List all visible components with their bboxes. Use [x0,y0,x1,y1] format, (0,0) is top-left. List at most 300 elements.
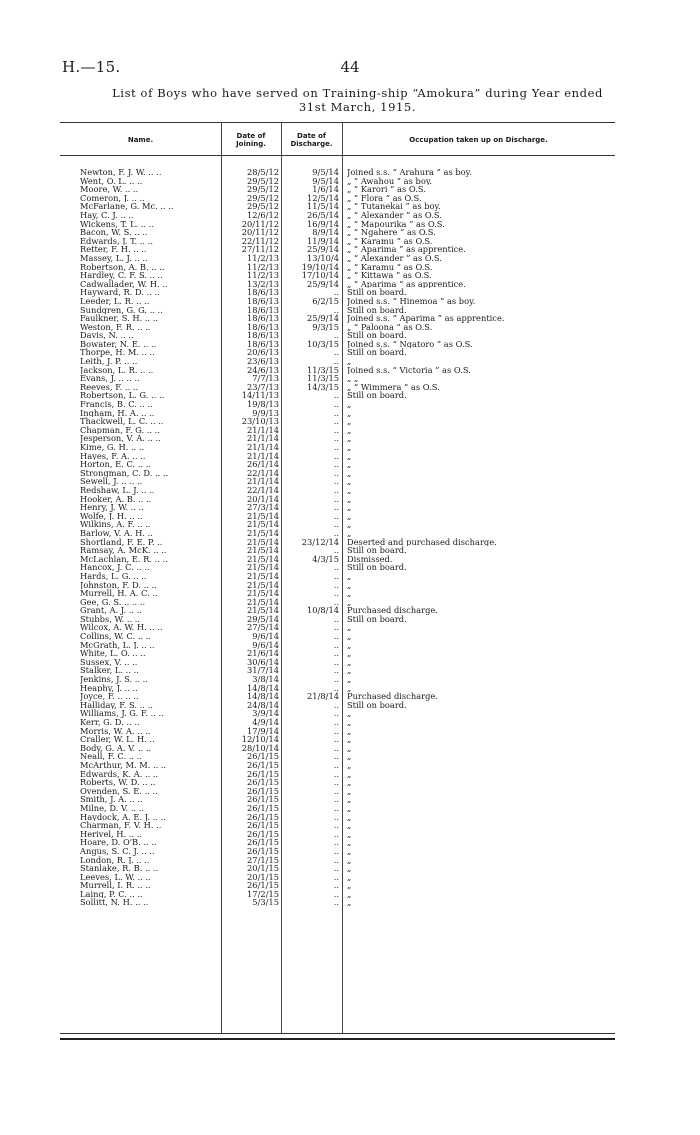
joining-date-cell: 26/1/15 [247,759,279,770]
discharge-date-cell: .. [333,484,339,495]
name-cell: Joyce, F. .. .. .. [80,692,139,701]
name-cell: Ramsay, A. McK. .. .. [80,546,167,555]
discharge-date-cell: 25/9/14 [307,313,339,324]
joining-date-cell: 21/5/14 [247,596,279,607]
name-cell: Massey, L. J. .. .. [80,253,148,263]
discharge-date-cell: 6/2/15 [312,295,339,306]
discharge-date-cell: 21/8/14 [307,691,339,702]
discharge-date-cell: 19/10/14 [301,261,339,272]
occupation-cell: Joined s.s. “ Hinemoa ” as boy. [347,296,476,306]
discharge-date-cell: .. [333,459,339,470]
name-cell: Robertson, L. G. .. .. [80,391,165,401]
joining-date-cell: 18/6/13 [247,330,279,341]
name-cell: Strongman, C. D. .. .. [80,468,169,478]
joining-date-cell: 21/1/14 [247,450,279,461]
joining-date-cell: 21/5/14 [247,579,279,590]
occupation-cell: „ “ Awahou ” as boy. [347,176,433,186]
name-cell: Kime, G. H. .. .. [80,443,145,452]
joining-date-cell: 21/1/14 [247,433,279,444]
name-cell: Chapman, F. G. .. .. [80,425,160,435]
occupation-cell: „ [347,709,352,718]
joining-date-cell: 18/6/13 [247,338,279,349]
name-cell: Edwards, K. A. .. .. [80,769,159,779]
occupation-cell: „ [347,580,352,590]
name-cell: Hay, C. J. .. .. [80,210,134,220]
occupation-cell: „ [347,743,352,753]
discharge-date-cell: .. [333,631,339,642]
discharge-date-cell: .. [333,622,339,633]
discharge-date-cell: .. [333,416,339,427]
discharge-date-cell: 14/3/15 [307,381,339,392]
occupation-cell: „ [347,769,352,779]
table-top-rule [60,122,615,123]
occupation-cell: „ [347,520,352,529]
joining-date-cell: 12/10/14 [241,734,279,745]
name-cell: Johnston, F. D. .. .. [80,580,157,590]
occupation-cell: „ [347,511,352,521]
name-cell: Charman, F. V. H. .. [80,821,162,830]
joining-date-cell: 11/2/13 [247,261,279,272]
joining-date-cell: 27/3/14 [247,502,279,513]
occupation-cell: „ [347,357,352,366]
joining-date-cell: 21/5/14 [247,545,279,556]
occupation-cell: Dismissed. [347,554,393,564]
joining-date-cell: 13/2/13 [247,278,279,289]
occupation-cell: „ [347,829,352,839]
occupation-cell: „ [347,400,352,409]
occupation-cell: „ “ Paloona ” as O.S. [347,322,433,332]
joining-date-cell: 21/5/14 [247,553,279,564]
joining-date-cell: 19/8/13 [247,399,279,410]
name-cell: Francis, B. C. .. .. [80,400,153,409]
name-cell: Thackwell, L. C. .. .. [80,417,164,426]
discharge-date-cell: .. [333,579,339,590]
joining-date-cell: 26/1/15 [247,820,279,831]
occupation-cell: Purchased discharge. [347,606,438,615]
joining-date-cell: 29/5/12 [247,175,279,186]
discharge-date-cell: .. [333,502,339,513]
name-cell: Craller, W. L. H. .. [80,735,155,744]
discharge-date-cell: .. [333,510,339,521]
discharge-date-cell: .. [333,356,339,367]
name-cell: Hancox, J. C. .. .. [80,563,150,572]
discharge-date-cell: .. [333,450,339,461]
occupation-cell: Still on board. [347,700,407,710]
name-cell: Laing, P. C. .. .. [80,889,143,899]
occupation-cell: „ [347,640,352,650]
occupation-cell: „ [347,468,352,478]
joining-date-cell: 26/1/15 [247,811,279,822]
joining-date-cell: 26/1/15 [247,837,279,848]
joining-date-cell: 18/6/13 [247,304,279,315]
joining-date-cell: 20/6/13 [247,347,279,358]
occupation-cell: „ [347,838,352,847]
joining-date-cell: 9/6/14 [252,631,279,642]
occupation-cell: „ [347,417,352,426]
name-cell: Collins, W. C. .. .. [80,632,152,641]
name-cell: Herivel, H. .. .. [80,829,142,839]
joining-date-cell: 17/2/15 [247,888,279,899]
name-cell: Stalker, L. .. .. [80,666,139,676]
joining-date-cell: 4/9/14 [252,717,279,727]
name-cell: Murrell, H. A. C. .. [80,589,158,598]
discharge-date-cell: .. [333,751,339,762]
joining-date-cell: 12/6/12 [247,209,279,220]
occupation-cell: „ [347,632,352,641]
discharge-date-cell: .. [333,845,339,856]
joining-date-cell: 24/8/14 [247,699,279,710]
occupation-cell: Joined s.s. “ Victoria ” as O.S. [347,365,471,375]
name-cell: Barlow, V. A. H. .. [80,528,153,538]
name-cell: Went, O. L. .. .. [80,176,143,186]
name-cell: Morris, W. A. .. .. [80,726,151,736]
discharge-date-cell: .. [333,699,339,710]
joining-date-cell: 21/1/14 [247,442,279,452]
joining-date-cell: 21/5/14 [247,570,279,581]
name-cell: Hards, L. G. .. .. [80,571,147,581]
discharge-date-cell: .. [333,734,339,745]
name-cell: Wilcox, A. W. H. .. .. [80,623,163,633]
discharge-date-cell: .. [333,570,339,581]
occupation-cell: „ [347,623,352,633]
discharge-date-cell: .. [333,863,339,874]
occupation-cell: „ [347,864,352,873]
joining-date-cell: 5/3/15 [252,897,279,908]
discharge-date-cell: .. [333,648,339,659]
occupation-cell: „ [347,735,352,744]
discharge-date-cell: .. [333,854,339,865]
name-cell: Thorpe, H. M. .. .. [80,348,155,358]
joining-date-cell: 26/1/15 [247,802,279,813]
joining-date-cell: 21/5/14 [247,510,279,521]
name-cell: Jackson, L. R. .. .. [80,365,154,375]
discharge-date-cell: .. [333,656,339,667]
name-cell: Hoare, D. O'B. .. .. [80,838,157,847]
discharge-date-cell: .. [333,347,339,358]
joining-date-cell: 22/1/14 [247,484,279,495]
discharge-date-cell: .. [333,811,339,822]
occupation-cell: „ “ Alexander ” as O.S. [347,253,442,263]
joining-date-cell: 21/5/14 [247,536,279,547]
occupation-cell: „ [347,752,352,761]
occupation-cell: „ “ Kittawa ” as O.S. [347,271,432,280]
occupation-cell: „ „ [347,374,359,383]
joining-date-cell: 9/6/14 [252,639,279,650]
discharge-date-cell: 16/9/14 [307,218,339,229]
name-cell: Evans, J. .. .. .. [80,374,140,383]
occupation-cell: Still on board. [347,348,407,358]
name-cell: Leeder, L. R. .. .. [80,296,150,306]
discharge-date-cell: 26/5/14 [307,209,339,220]
occupation-cell: „ [347,425,352,435]
discharge-date-cell: .. [333,588,339,599]
name-cell: Henry, J. W. .. .. [80,503,144,512]
occupation-cell: „ [347,881,352,890]
occupation-cell: „ [347,855,352,865]
name-cell: Hooker, A. B. .. .. [80,494,152,504]
joining-date-cell: 26/1/15 [247,845,279,856]
table-bottom-double-rule [60,1038,615,1040]
discharge-date-cell: .. [333,287,339,298]
name-cell: Jenkins, J. S. .. .. [80,675,148,684]
discharge-date-cell: 4/3/15 [312,553,339,564]
discharge-date-cell: 11/3/15 [307,364,339,375]
joining-date-cell: 23/6/13 [247,356,279,367]
name-cell: Comeron, J. .. .. [80,193,145,203]
discharge-date-cell: .. [333,820,339,831]
discharge-date-cell: .. [333,768,339,779]
joining-date-cell: 3/8/14 [252,674,279,685]
discharge-date-cell: 25/9/14 [307,244,339,255]
discharge-date-cell: .. [333,717,339,727]
name-cell: Horton, E. C. .. .. [80,460,151,469]
name-cell: Sussex, V. .. .. [80,657,138,667]
discharge-date-cell: 17/10/14 [301,270,339,281]
occupation-cell: „ [347,795,352,804]
name-cell: Stubbs, W. .. .. [80,614,141,624]
joining-date-cell: 26/1/14 [247,459,279,470]
name-cell: Shortland, F. E. P. .. [80,537,163,547]
occupation-cell: Still on board. [347,546,407,555]
joining-date-cell: 26/1/15 [247,785,279,796]
name-cell: Hardley, C. F. S. .. .. [80,271,163,280]
joining-date-cell: 30/6/14 [247,656,279,667]
joining-date-cell: 27/11/12 [241,244,279,255]
discharge-date-cell: .. [333,467,339,478]
discharge-date-cell: .. [333,897,339,908]
occupation-cell: „ [347,451,352,461]
discharge-date-cell: .. [333,777,339,788]
discharge-date-cell: .. [333,785,339,796]
joining-date-cell: 27/5/14 [247,622,279,633]
name-cell: Reeves, F. .. .. [80,382,139,392]
discharge-date-cell: .. [333,802,339,813]
joining-date-cell: 17/9/14 [247,725,279,736]
discharge-date-cell: .. [333,794,339,805]
discharge-date-cell: .. [333,708,339,719]
occupation-cell: „ “ Karori ” as O.S. [347,185,426,194]
name-cell: Faulkner, S. H. .. .. [80,314,159,323]
occupation-cell: „ [347,657,352,667]
discharge-date-cell: .. [333,888,339,899]
occupation-cell: „ “ Ngahere ” as O.S. [347,228,436,237]
name-cell: Robertson, A. B. .. .. [80,262,165,272]
discharge-date-cell: .. [333,545,339,556]
joining-date-cell: 14/8/14 [247,682,279,693]
joining-date-cell: 21/5/14 [247,562,279,573]
discharge-date-cell: .. [333,639,339,650]
occupation-cell: „ [347,597,352,607]
name-cell: Williams, J. G. F. .. .. [80,709,164,718]
joining-date-cell: 20/11/12 [241,227,279,238]
occupation-cell: „ [347,571,352,581]
name-cell: Smith, J. A. .. .. [80,795,143,804]
name-cell: McFarlane, G. Mc. .. .. [80,202,174,211]
occupation-cell: „ “ Flora ” as O.S. [347,193,422,203]
name-cell: Bowater, N. E. .. .. [80,339,157,349]
occupation-cell: Still on board. [347,331,407,340]
occupation-cell: „ “ Alexander ” as O.S. [347,210,442,220]
page-number: 44 [340,58,360,76]
joining-date-cell: 20/1/15 [247,871,279,882]
occupation-cell: „ [347,494,352,504]
discharge-date-cell: .. [333,399,339,410]
name-cell: McGrath, L. J. .. .. [80,640,155,650]
occupation-cell: „ [347,666,352,676]
discharge-date-cell: .. [333,527,339,538]
name-cell: Weston, F. R. .. .. [80,322,151,332]
name-cell: Edwards, J. T. .. .. [80,236,153,246]
joining-date-cell: 18/6/13 [247,287,279,298]
occupation-cell: „ [347,485,352,495]
name-cell: Neall, F. C. .. .. [80,752,142,761]
discharge-date-cell: .. [333,828,339,839]
discharge-date-cell: .. [333,837,339,848]
column-header-occupation: Occupation taken up on Discharge. [409,136,548,144]
joining-date-cell: 20/1/15 [247,863,279,874]
header-rule [60,155,615,156]
joining-date-cell: 26/1/15 [247,794,279,805]
occupation-cell: Joined s.s. “ Arahura ” as boy. [347,168,472,177]
name-cell: White, L. O. .. .. [80,649,146,658]
joining-date-cell: 21/5/14 [247,519,279,530]
joining-date-cell: 22/11/12 [241,235,279,246]
occupation-cell: „ [347,821,352,830]
occupation-cell: „ [347,589,352,598]
name-cell: McArthur, M. M. .. .. [80,760,167,770]
title-line-1: List of Boys who have served on Training-ship “Amokura” during Year ended [112,86,603,100]
joining-date-cell: 11/2/13 [247,252,279,263]
occupation-cell: „ [347,408,352,418]
name-cell: Halliday, F. S. .. .. [80,700,153,710]
joining-date-cell: 21/1/14 [247,476,279,487]
occupation-cell: „ [347,803,352,813]
discharge-date-cell: 8/9/14 [312,227,339,238]
name-cell: Stanlake, R. B. .. .. [80,864,159,873]
joining-date-cell: 28/10/14 [241,742,279,753]
name-cell: Wickens, T. L. .. .. [80,219,155,229]
discharge-date-cell: 13/10/4 [307,252,339,263]
name-cell: Ingham, H. A. .. .. [80,408,155,418]
occupation-cell: „ [347,872,352,882]
joining-date-cell: 22/1/14 [247,467,279,478]
occupation-cell: „ [347,846,352,856]
occupation-cell: „ [347,898,352,908]
joining-date-cell: 29/5/14 [247,613,279,624]
name-cell: Newton, F. J. W. .. .. [80,168,162,177]
discharge-date-cell: .. [333,442,339,452]
occupation-cell: Still on board. [347,614,407,624]
table-body [60,168,615,907]
name-cell: Roberts, W. D. .. .. [80,778,156,787]
occupation-cell: „ “ Karamu ” as O.S. [347,236,433,246]
name-cell: Hayes, F. A. .. .. [80,451,146,461]
discharge-date-cell: .. [333,424,339,435]
discharge-date-cell: .. [333,407,339,418]
discharge-date-cell: 1/6/14 [312,184,339,195]
joining-date-cell: 21/6/14 [247,648,279,659]
discharge-date-cell: 23/12/14 [301,536,339,547]
discharge-date-cell: .. [333,725,339,736]
occupation-cell: „ “ Karamu ” as O.S. [347,262,433,272]
discharge-date-cell: .. [333,665,339,676]
discharge-date-cell: 9/3/15 [312,321,339,332]
joining-date-cell: 3/9/14 [252,708,279,719]
occupation-cell: „ [347,528,352,538]
joining-date-cell: 26/1/15 [247,777,279,788]
occupation-cell: „ “ Mapourika ” as O.S. [347,219,445,229]
discharge-date-cell: .. [333,742,339,753]
occupation-cell: Still on board. [347,288,407,297]
joining-date-cell: 29/5/12 [247,192,279,203]
name-cell: Bacon, W. S. .. .. [80,228,148,237]
discharge-date-cell: .. [333,674,339,685]
occupation-cell: „ [347,726,352,736]
discharge-date-cell: 9/5/14 [312,175,339,186]
column-header-discharge: Date of Discharge. [290,132,333,148]
column-header-joining: Date of Joining. [236,132,266,148]
joining-date-cell: 26/1/15 [247,768,279,779]
joining-date-cell: 31/7/14 [247,665,279,676]
discharge-date-cell: .. [333,330,339,341]
occupation-cell: „ [347,443,352,452]
occupation-cell: „ “ Aparima ” as apprentice. [347,245,466,254]
joining-date-cell: 11/2/13 [247,270,279,281]
name-cell: Gee, G. S. .. .. .. [80,597,146,607]
discharge-date-cell: 9/5/14 [312,167,339,177]
occupation-cell: Joined s.s. “ Aparima ” as apprentice. [347,314,505,323]
name-cell: Wilkins, A. F. .. .. [80,520,151,529]
discharge-date-cell: .. [333,390,339,401]
joining-date-cell: 14/11/13 [241,390,279,401]
occupation-cell: „ [347,778,352,787]
discharge-date-cell: .. [333,304,339,315]
name-cell: Cadwallader, W. H. .. [80,279,168,289]
joining-date-cell: 21/1/14 [247,424,279,435]
occupation-cell: „ [347,434,352,443]
occupation-cell: Still on board. [347,563,407,572]
joining-date-cell: 14/8/14 [247,691,279,702]
discharge-date-cell: 25/9/14 [307,278,339,289]
table-title [90,86,625,114]
name-cell: Sundgren, G. G. .. .. [80,305,163,315]
occupation-cell: „ “ Aparima ” as apprentice. [347,279,466,289]
name-cell: Redshaw, L. J. .. .. [80,485,155,495]
occupation-cell: Still on board. [347,305,407,315]
discharge-date-cell: .. [333,476,339,487]
name-cell: Angus, S. C. J. .. .. [80,846,155,856]
name-cell: Grant, A. J. .. .. [80,606,142,615]
occupation-cell: „ [347,812,352,822]
name-cell: Milne, D. V. .. .. [80,803,144,813]
name-cell: Jesperson, V. A. .. .. [80,434,161,443]
occupation-cell: „ [347,786,352,796]
name-cell: Moore, W. .. .. [80,185,139,194]
discharge-date-cell: .. [333,433,339,444]
joining-date-cell: 24/6/13 [247,364,279,375]
occupation-cell: „ [347,460,352,469]
occupation-cell: „ [347,889,352,899]
discharge-date-cell: .. [333,759,339,770]
discharge-date-cell: .. [333,682,339,693]
name-cell: Sollitt, N. H. .. .. [80,898,149,908]
title-line-2: 31st March, 1915. [298,100,417,114]
discharge-date-cell: 10/8/14 [307,605,339,616]
name-cell: London, R. J. .. .. [80,855,150,865]
table-row [60,898,615,907]
discharge-date-cell: .. [333,519,339,530]
joining-date-cell: 26/1/15 [247,828,279,839]
